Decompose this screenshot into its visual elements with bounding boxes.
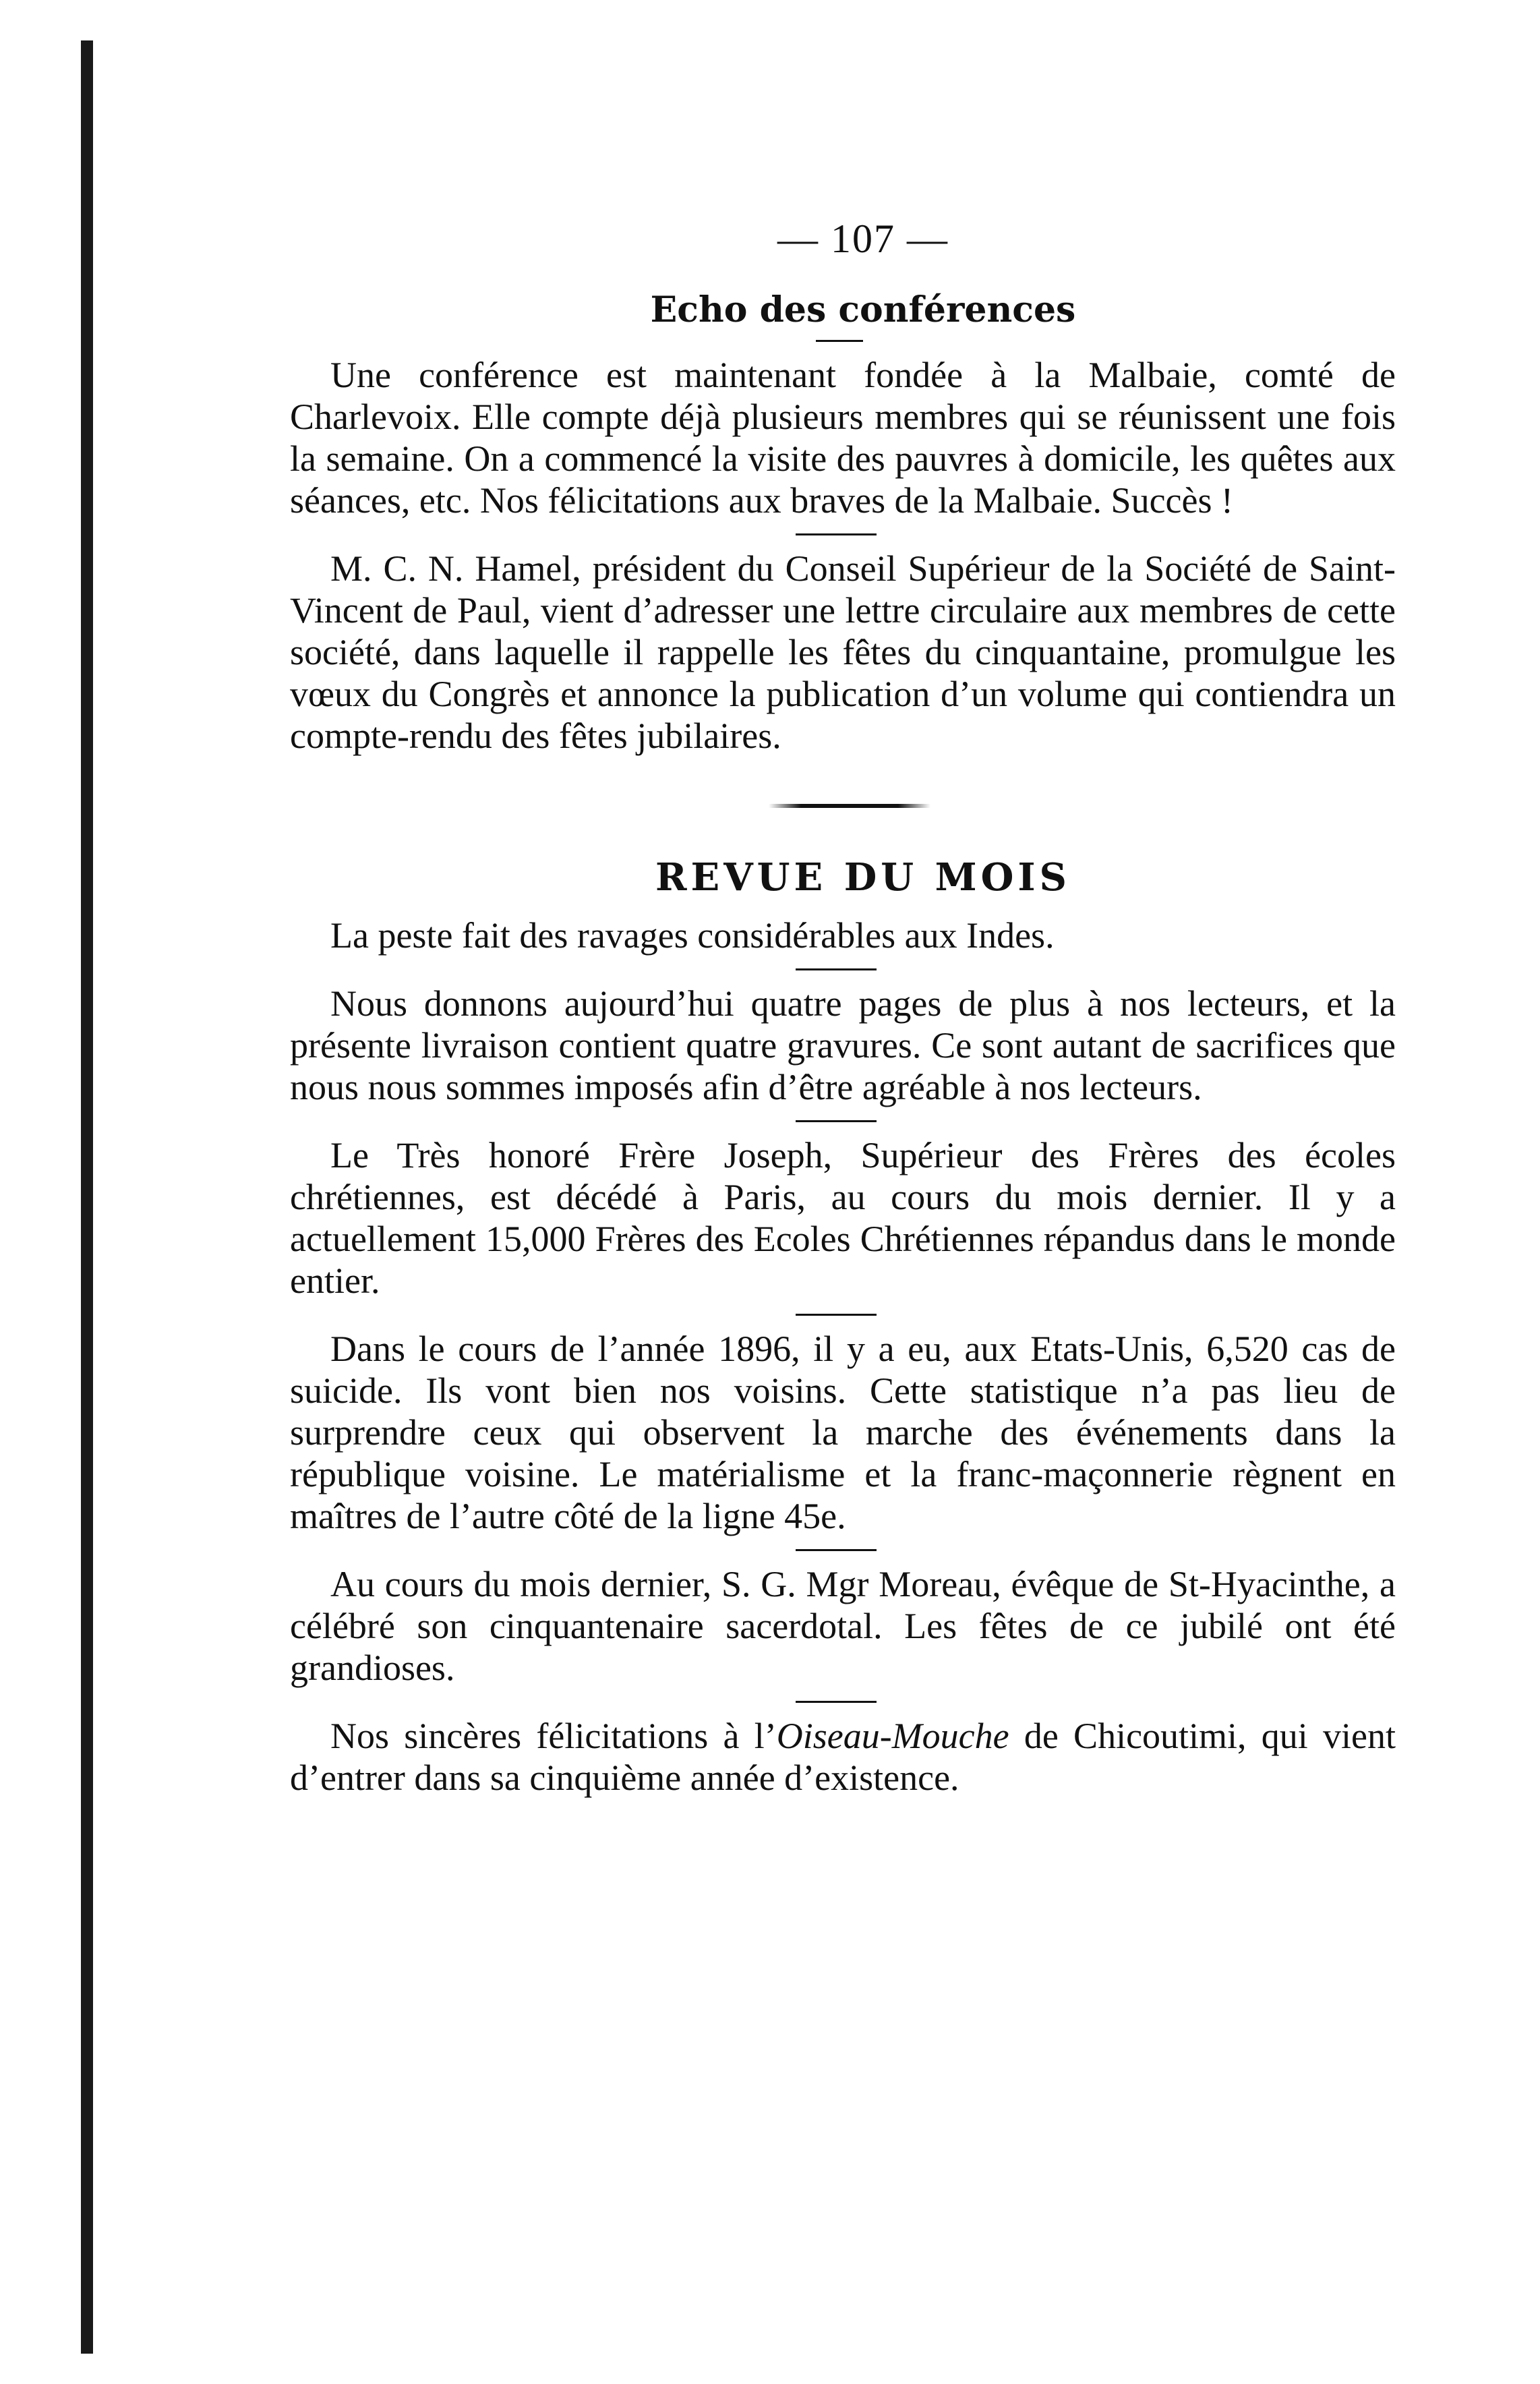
paragraph-suicide: Dans le cours de l’année 1896, il y a eu, aux Etats-Unis, 6,520 cas de suicide. Ils vont bien nos voisins. Cette statistique n’a pas lieu de surprendre ceux qui observent la marche des événements dans la république voisine. Le matérialisme et la franc-maçonnerie règnent en maîtres de l’autre côté de la ligne 45e. [290,1329,1396,1536]
separator-rule [796,1120,877,1122]
heading-rule [816,340,863,342]
paragraph-hamel: M. C. N. Hamel, président du Conseil Supérieur de la Société de Saint-Vincent de Paul, vient d’adresser une lettre circulaire aux membres de cette société, dans laquelle il rappelle les fêtes du cinquantaine, promulgue les vœux du Congrès et annonce la publication d’un volume qui contiendra un compte-rendu des fêtes jubilaires. [290,548,1396,756]
separator-rule [796,1701,877,1703]
paragraph-moreau: Au cours du mois dernier, S. G. Mgr Moreau, évêque de St-Hyacinthe, a célébré son cinquantenaire sacerdotal. Les fêtes de ce jubilé ont été grandioses. [290,1564,1396,1688]
paragraph-oiseau-mouche [290,1715,1396,1799]
section-heading-revue: REVUE DU MOIS [655,855,1071,900]
separator-rule [796,1314,877,1316]
separator-rule [796,1549,877,1551]
page-number: — 107 — [777,216,949,261]
paragraph-text: de Chicoutimi, qui vient d’entrer dans sa cinquième année d’existence. [290,1716,1396,1798]
separator-rule [796,533,877,535]
paragraph-pages: Nous donnons aujourd’hui quatre pages de plus à nos lecteurs, et la présente livraison contient quatre gravures. Ce sont autant de sacrifices que nous nous sommes imposés afin d’être agréable à nos lecteurs. [290,983,1396,1107]
section-heading-echo: Echo des conférences [650,289,1076,330]
paragraph-text: Nos sincères félicitations à l’ [330,1716,777,1756]
separator-rule [796,968,877,970]
ornament-divider [769,804,930,808]
page-binding-edge [81,40,93,2354]
publication-title: Oiseau-Mouche [776,1716,1009,1756]
paragraph-peste: La peste fait des ravages considérables aux Indes. [330,915,1055,956]
paragraph-malbaie: Une conférence est maintenant fondée à la Malbaie, comté de Charlevoix. Elle compte déjà plusieurs membres qui se réunissent une fois la semaine. On a commencé la visite des pauvres à domicile, les quêtes aux séances, etc. Nos félicitations aux braves de la Malbaie. Succès ! [290,355,1396,521]
document-page [290,216,1396,1799]
paragraph-frere-joseph: Le Très honoré Frère Joseph, Supérieur des Frères des écoles chrétiennes, est décédé à Paris, au cours du mois dernier. Il y a actuellement 15,000 Frères des Ecoles Chrétiennes répandus dans le monde entier. [290,1135,1396,1301]
